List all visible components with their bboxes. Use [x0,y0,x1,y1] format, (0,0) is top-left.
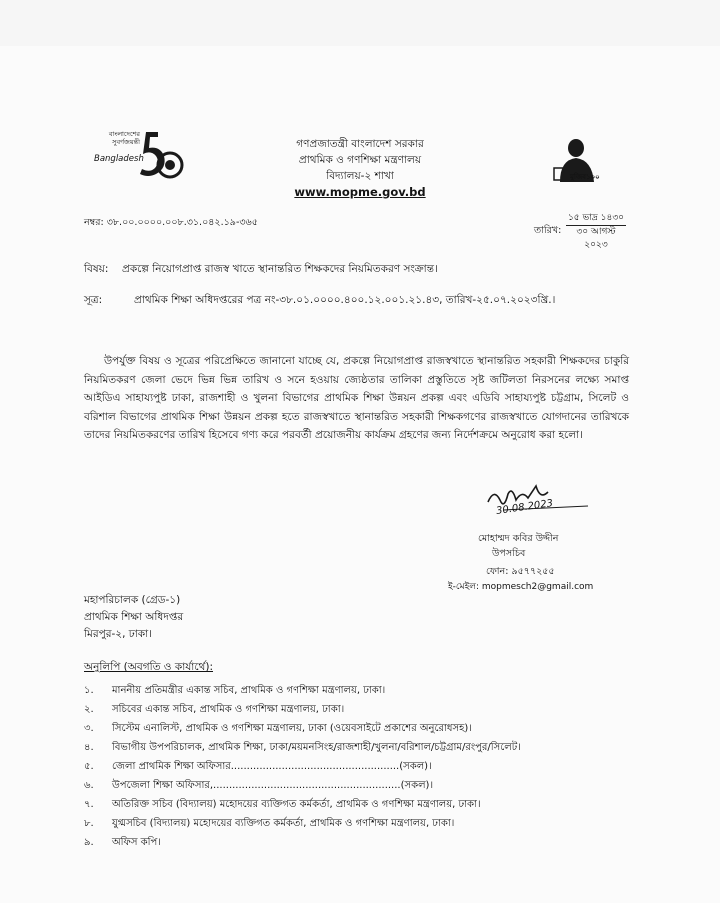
viewer-top-bar [0,0,720,47]
copy-item [84,703,344,716]
copy-item-text: যুগ্মসচিব (বিদ্যালয়) মহোদয়ের ব্যক্তিগত কর্মকর্তা, প্রাথমিক ও গণশিক্ষা মন্ত্রণালয়, ঢাকা। [112,818,455,829]
copy-item-number: ২. [84,704,94,715]
letterhead [230,136,490,200]
signatory-name: মোহাম্মদ কবির উদ্দীন [478,533,559,544]
signatory-phone: ফোন: ৯৫৭৭২৫৫ [486,566,555,577]
copy-item-text: জেলা প্রাথমিক শিক্ষা অফিসার.....................................................(সকল)। [112,761,432,772]
copy-item-text: সিস্টেম এনালিস্ট, প্রাথমিক ও গণশিক্ষা মন্ত্রণালয়, ঢাকা (ওয়েবসাইটে প্রকাশের অনুরোধসহ)। [112,723,472,734]
golden-jubilee-logo [94,128,184,190]
copy-item-number: ৪. [84,742,94,753]
body-paragraph: উপর্যুক্ত বিষয় ও সূত্রের পরিপ্রেক্ষিতে জানানো যাচ্ছে যে, প্রকল্পে নিয়োগপ্রাপ্ত রাজস্বখাতে স্থানান্তরিত সহকারী শিক্ষকদের চাকুরি নিয়মিতকরণ জেলা ভেদে ভিন্ন ভিন্ন তারিখ ও সনে হওয়ায় জ্যেষ্ঠতার তালিকা প্রস্তুতিতে সৃষ্ট জটিলতা নিরসনের লক্ষ্যে সমাপ্ত আইডিএ সাহায্যপুষ্ট ঢাকা, রাজশাহী ও খুলনা বিভাগের প্রাথমিক শিক্ষা উন্নয়ন প্রকল্প এবং এডিবি সাহায্যপুষ্ট চট্টগ্রাম, সিলেট ও বরিশাল বিভাগের প্রাথমিক শিক্ষা উন্নয়ন প্রকল্প হতে রাজস্বখাতে স্থানান্তরিত সহকারী শিক্ষকগণের রাজস্বখাতে যোগদানের তারিখকে তাদের নিয়মিতকরণের তারিখ হিসেবে গণ্য করে পরবর্তী প্রয়োজনীয় কার্যক্রম গ্রহণের জন্য নির্দেশক্রমে অনুরোধ করা হলো। [84,355,629,442]
subject-text: প্রকল্পে নিয়োগপ্রাপ্ত রাজস্ব খাতে স্থানান্তরিত শিক্ষকদের নিয়মিতকরণ সংক্রান্ত। [122,263,438,275]
copy-item [84,684,385,697]
copy-item-number: ৯. [84,837,94,848]
branch-name: বিদ্যালয়-২ শাখা [326,170,394,182]
copy-item-number: ৭. [84,799,94,810]
copy-item-text: সচিবের একান্ত সচিব, প্রাথমিক ও গণশিক্ষা মন্ত্রণালয়, ঢাকা। [112,704,345,715]
ministry-name: প্রাথমিক ও গণশিক্ষা মন্ত্রণালয় [298,154,422,166]
mujib100-text: মুজিব১০০ [570,173,600,181]
website-link[interactable]: www.mopme.gov.bd [294,185,426,199]
copy-item [84,779,433,792]
copy-item [84,722,472,735]
fifty-emblem-icon [94,128,184,190]
copy-item-text: মাননীয় প্রতিমন্ত্রীর একান্ত সচিব, প্রাথমিক ও গণশিক্ষা মন্ত্রণালয়, ঢাকা। [112,685,386,696]
copy-item-text: অতিরিক্ত সচিব (বিদ্যালয়) মহোদয়ের ব্যক্তিগত কর্মকর্তা, প্রাথমিক ও গণশিক্ষা মন্ত্রণালয়, ঢাকা। [112,799,481,810]
date-english: ৩০ আগস্ট ২০২৩ [566,225,626,252]
copy-item [84,817,454,830]
signatory-email[interactable]: ই-মেইল: mopmesch2@gmail.com [448,582,594,592]
copy-item [84,760,432,773]
copy-item-number: ৬. [84,780,94,791]
memo-number: নম্বর: ৩৮.০০.০০০০.০০৮.৩১.০৪২.১৯-৩৬৫ [84,217,258,228]
subject-label: বিষয়: [84,263,109,275]
reference-label: সূত্র: [84,294,103,306]
signature-date: 30.08.2023 [495,498,554,517]
government-name: গণপ্রজাতন্ত্রী বাংলাদেশ সরকার [296,138,424,150]
recipient-line-3: মিরপুর-২, ঢাকা। [84,628,152,640]
copy-item [84,836,161,849]
copy-item-text: অফিস কপি। [112,837,161,848]
date-label: তারিখ: [534,225,562,236]
copy-item-number: ১. [84,685,94,696]
copy-item [84,741,521,754]
date-bangla: ১৫ ভাদ্র ১৪৩০ [567,213,625,223]
copy-item-number: ৩. [84,723,94,734]
copy-item-text: উপজেলা শিক্ষা অফিসার,...........................................................(সকল)। [112,780,434,791]
copy-item-number: ৫. [84,761,94,772]
reference-text: প্রাথমিক শিক্ষা অধিদপ্তরের পত্র নং-৩৮.০১.০০০০.৪০০.১২.০০১.২১.৪৩, তারিখ-২৫.০৭.২০২৩খ্রি.। [134,294,556,306]
logo-text: বাংলাদেশের সুবর্ণজয়ন্তী [108,130,140,146]
date-block [566,212,626,252]
copy-heading: অনুলিপি (অবগতি ও কার্যার্থে): [84,661,213,673]
copy-item [84,798,481,811]
mujib100-logo [548,138,610,188]
recipient-line-2: প্রাথমিক শিক্ষা অধিদপ্তর [84,611,184,623]
recipient-line-1: মহাপরিচালক (গ্রেড-১) [84,594,181,606]
logo-brand-text: Bangladesh [94,154,144,164]
signatory-designation: উপসচিব [492,548,526,559]
copy-item-number: ৮. [84,818,94,829]
copy-item-text: বিভাগীয় উপপরিচালক, প্রাথমিক শিক্ষা, ঢাকা/ময়মনসিংহ/রাজশাহী/খুলনা/বরিশাল/চট্টগ্রাম/রংপুর/সিলেট। [112,742,521,753]
